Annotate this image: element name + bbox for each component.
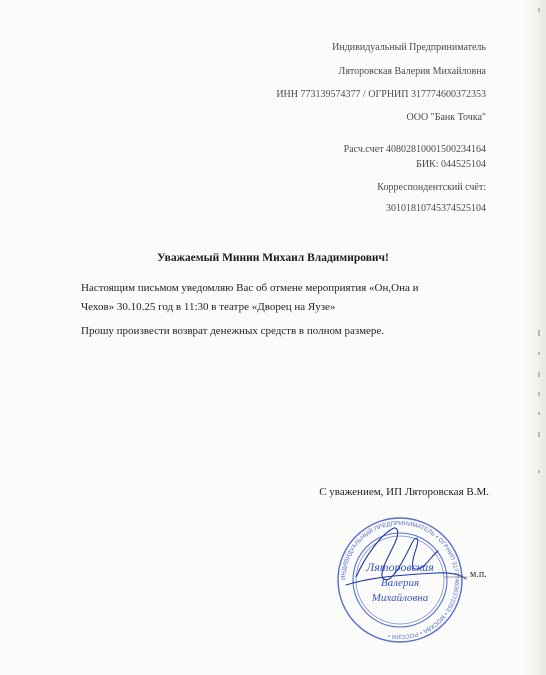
scan-mark bbox=[538, 352, 540, 355]
scan-mark bbox=[538, 412, 540, 415]
body-paragraph-1 bbox=[81, 279, 481, 317]
body-paragraph-2: Прошу произвести возврат денежных средств в полном размере. bbox=[81, 325, 385, 337]
scan-mark bbox=[538, 470, 540, 473]
scan-mark bbox=[538, 372, 540, 377]
body-line: Настоящим письмом уведомляю Вас об отмене мероприятия «Он,Она и bbox=[81, 282, 419, 294]
body-line: Чехов» 30.10.25 год в 11:30 в театре «Дворец на Яузе» bbox=[81, 301, 336, 313]
stamp-name-line-1: Ляторовская bbox=[366, 560, 434, 574]
letterhead-name: Ляторовская Валерия Михайловна bbox=[338, 66, 486, 77]
scan-mark bbox=[538, 432, 540, 437]
letterhead-corr-label: Корреспондентский счёт: bbox=[377, 182, 486, 193]
stamp-name-line-2: Валерия bbox=[380, 577, 420, 589]
mp-label: м.п. bbox=[470, 569, 487, 580]
scan-mark bbox=[538, 8, 540, 12]
letterhead-title: Индивидуальный Предприниматель bbox=[332, 42, 486, 53]
scan-mark bbox=[538, 392, 540, 396]
letterhead-bank: ООО "Банк Точка" bbox=[406, 112, 486, 123]
closing-signature-line: С уважением, ИП Ляторовская В.М. bbox=[319, 486, 489, 498]
company-stamp bbox=[326, 515, 474, 645]
letterhead-inn: ИНН 773139574377 / ОГРНИП 317774600372353 bbox=[276, 89, 486, 100]
letterhead-account: Расч.счет 40802810001500234164 bbox=[343, 144, 486, 155]
greeting: Уважаемый Минин Михаил Владимирович! bbox=[157, 252, 389, 264]
stamp-name-line-3: Михайловна bbox=[371, 592, 429, 604]
scan-edge bbox=[524, 0, 546, 675]
stamp-ring-text: ИНДИВИДУАЛЬНЫЙ ПРЕДПРИНИМАТЕЛЬ • ОГРНИП 317774600372353 • МОСКВА • РОССИЯ • bbox=[340, 520, 460, 640]
letterhead-bik: БИК: 044525104 bbox=[416, 159, 486, 170]
letterhead-corr-account: 30101810745374525104 bbox=[386, 203, 486, 214]
scan-mark bbox=[538, 330, 540, 336]
